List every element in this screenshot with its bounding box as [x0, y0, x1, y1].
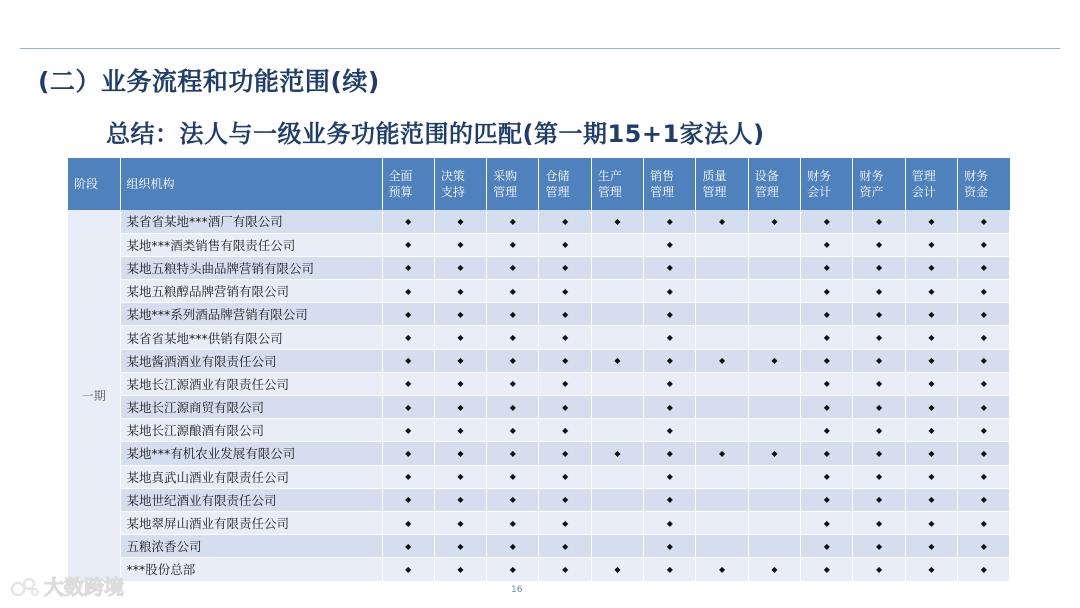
- scope-mark-icon: ◆: [801, 511, 853, 534]
- org-name-cell: 某地真武山酒业有限责任公司: [120, 465, 382, 488]
- header-function-2: [487, 158, 539, 210]
- scope-mark-icon: ◆: [748, 210, 800, 233]
- header-function-line2: 管理: [493, 185, 518, 199]
- scope-mark-icon: ◆: [434, 396, 486, 419]
- function-scope-matrix: [68, 158, 1010, 582]
- scope-mark-icon: ◆: [905, 210, 957, 233]
- scope-mark-icon: ◆: [644, 535, 696, 558]
- scope-mark-icon: ◆: [644, 326, 696, 349]
- scope-mark-icon: ◆: [644, 233, 696, 256]
- scope-mark-icon: ◆: [539, 256, 591, 279]
- scope-mark-icon: ◆: [801, 210, 853, 233]
- scope-mark-icon: ◆: [487, 465, 539, 488]
- org-name-cell: 某地酱酒酒业有限责任公司: [120, 349, 382, 372]
- slide-subtitle: 总结：法人与一级业务功能范围的匹配(第一期15+1家法人): [106, 120, 765, 148]
- empty-cell: [696, 303, 748, 326]
- header-function-line2: 资产: [859, 185, 884, 199]
- scope-mark-icon: ◆: [539, 488, 591, 511]
- scope-mark-icon: ◆: [853, 442, 905, 465]
- scope-mark-icon: ◆: [853, 558, 905, 581]
- scope-mark-icon: ◆: [382, 396, 434, 419]
- scope-mark-icon: ◆: [382, 558, 434, 581]
- scope-mark-icon: ◆: [801, 280, 853, 303]
- header-function-line2: 管理: [597, 185, 622, 199]
- empty-cell: [591, 372, 643, 395]
- scope-mark-icon: ◆: [696, 442, 748, 465]
- empty-cell: [591, 488, 643, 511]
- table-row: [68, 535, 1010, 558]
- scope-mark-icon: ◆: [958, 396, 1010, 419]
- svg-text:大数跨境: 大数跨境: [44, 577, 124, 599]
- scope-mark-icon: ◆: [748, 558, 800, 581]
- scope-mark-icon: ◆: [905, 280, 957, 303]
- scope-mark-icon: ◆: [644, 442, 696, 465]
- empty-cell: [696, 535, 748, 558]
- scope-mark-icon: ◆: [487, 303, 539, 326]
- scope-mark-icon: ◆: [958, 210, 1010, 233]
- scope-mark-icon: ◆: [487, 372, 539, 395]
- header-function-line1: 管理: [911, 169, 936, 183]
- scope-mark-icon: ◆: [434, 233, 486, 256]
- header-function-line2: 预算: [388, 185, 413, 199]
- scope-mark-icon: ◆: [958, 511, 1010, 534]
- header-function-6: [696, 158, 748, 210]
- org-name-cell: 某地长江源酒业有限责任公司: [120, 372, 382, 395]
- scope-mark-icon: ◆: [801, 372, 853, 395]
- scope-mark-icon: ◆: [487, 210, 539, 233]
- org-name-cell: 某地世纪酒业有限责任公司: [120, 488, 382, 511]
- header-function-10: [905, 158, 957, 210]
- slide-title: (二）业务流程和功能范围(续): [38, 67, 380, 96]
- table-row: [68, 372, 1010, 395]
- header-function-line1: 采购: [493, 169, 518, 183]
- scope-mark-icon: ◆: [696, 210, 748, 233]
- scope-mark-icon: ◆: [434, 280, 486, 303]
- watermark-logo-icon: [10, 575, 40, 599]
- scope-mark-icon: ◆: [801, 233, 853, 256]
- header-function-line2: 管理: [702, 185, 727, 199]
- scope-mark-icon: ◆: [644, 210, 696, 233]
- org-name-cell: 某地***系列酒品牌营销有限公司: [120, 303, 382, 326]
- scope-mark-icon: ◆: [382, 372, 434, 395]
- header-function-8: [801, 158, 853, 210]
- matrix-header-row: [68, 158, 1010, 210]
- scope-mark-icon: ◆: [905, 326, 957, 349]
- scope-mark-icon: ◆: [853, 280, 905, 303]
- scope-mark-icon: ◆: [434, 511, 486, 534]
- scope-mark-icon: ◆: [853, 349, 905, 372]
- scope-mark-icon: ◆: [905, 372, 957, 395]
- scope-mark-icon: ◆: [958, 326, 1010, 349]
- scope-mark-icon: ◆: [958, 535, 1010, 558]
- header-org: 组织机构: [120, 158, 382, 210]
- phase-cell: 一期: [68, 210, 120, 581]
- empty-cell: [591, 465, 643, 488]
- scope-mark-icon: ◆: [644, 419, 696, 442]
- scope-mark-icon: ◆: [539, 303, 591, 326]
- header-function-line2: 管理: [650, 185, 675, 199]
- scope-mark-icon: ◆: [853, 535, 905, 558]
- table-row: [68, 511, 1010, 534]
- scope-mark-icon: ◆: [905, 511, 957, 534]
- scope-mark-icon: ◆: [539, 535, 591, 558]
- header-function-line2: 资金: [964, 185, 989, 199]
- header-function-line1: 质量: [702, 169, 727, 183]
- scope-mark-icon: ◆: [487, 280, 539, 303]
- empty-cell: [591, 233, 643, 256]
- header-function-line1: 财务: [807, 169, 832, 183]
- scope-mark-icon: ◆: [644, 396, 696, 419]
- empty-cell: [748, 419, 800, 442]
- scope-mark-icon: ◆: [539, 349, 591, 372]
- watermark-text: [44, 574, 154, 600]
- scope-mark-icon: ◆: [434, 372, 486, 395]
- scope-mark-icon: ◆: [382, 326, 434, 349]
- header-function-line1: 决策: [440, 169, 465, 183]
- scope-mark-icon: ◆: [644, 558, 696, 581]
- table-row: [68, 280, 1010, 303]
- scope-mark-icon: ◆: [905, 488, 957, 511]
- scope-mark-icon: ◆: [539, 372, 591, 395]
- scope-mark-icon: ◆: [644, 372, 696, 395]
- matrix-body: [68, 210, 1010, 581]
- scope-mark-icon: ◆: [801, 535, 853, 558]
- scope-mark-icon: ◆: [748, 349, 800, 372]
- header-function-9: [853, 158, 905, 210]
- scope-mark-icon: ◆: [591, 442, 643, 465]
- empty-cell: [748, 256, 800, 279]
- scope-mark-icon: ◆: [487, 326, 539, 349]
- scope-mark-icon: ◆: [801, 558, 853, 581]
- table-row: [68, 419, 1010, 442]
- scope-mark-icon: ◆: [644, 511, 696, 534]
- scope-mark-icon: ◆: [696, 349, 748, 372]
- header-function-line2: 会计: [911, 185, 936, 199]
- scope-mark-icon: ◆: [905, 303, 957, 326]
- scope-mark-icon: ◆: [487, 349, 539, 372]
- page-number: 16: [511, 585, 523, 595]
- header-function-11: [958, 158, 1010, 210]
- scope-mark-icon: ◆: [905, 558, 957, 581]
- empty-cell: [748, 303, 800, 326]
- scope-mark-icon: ◆: [382, 535, 434, 558]
- scope-mark-icon: ◆: [434, 349, 486, 372]
- header-function-3: [539, 158, 591, 210]
- scope-mark-icon: ◆: [382, 256, 434, 279]
- scope-mark-icon: ◆: [487, 256, 539, 279]
- scope-mark-icon: ◆: [382, 303, 434, 326]
- header-function-line2: 管理: [545, 185, 570, 199]
- org-name-cell: 某地***有机农业发展有限公司: [120, 442, 382, 465]
- scope-mark-icon: ◆: [487, 233, 539, 256]
- scope-mark-icon: ◆: [434, 419, 486, 442]
- scope-mark-icon: ◆: [801, 442, 853, 465]
- header-function-line2: 会计: [807, 185, 832, 199]
- scope-mark-icon: ◆: [853, 326, 905, 349]
- empty-cell: [696, 465, 748, 488]
- table-row: [68, 349, 1010, 372]
- org-name-cell: 五粮浓香公司: [120, 535, 382, 558]
- scope-mark-icon: ◆: [801, 419, 853, 442]
- scope-mark-icon: ◆: [905, 349, 957, 372]
- scope-mark-icon: ◆: [801, 465, 853, 488]
- scope-mark-icon: ◆: [591, 349, 643, 372]
- scope-mark-icon: ◆: [905, 233, 957, 256]
- table-row: [68, 465, 1010, 488]
- org-name-cell: 某地长江源商贸有限公司: [120, 396, 382, 419]
- empty-cell: [748, 372, 800, 395]
- scope-mark-icon: ◆: [958, 465, 1010, 488]
- scope-mark-icon: ◆: [434, 442, 486, 465]
- scope-mark-icon: ◆: [539, 233, 591, 256]
- scope-mark-icon: ◆: [958, 349, 1010, 372]
- scope-mark-icon: ◆: [434, 488, 486, 511]
- scope-mark-icon: ◆: [487, 396, 539, 419]
- scope-mark-icon: ◆: [905, 419, 957, 442]
- org-name-cell: 某地五粮醇品牌营销有限公司: [120, 280, 382, 303]
- header-function-line1: 生产: [597, 169, 622, 183]
- empty-cell: [696, 396, 748, 419]
- header-phase: 阶段: [68, 158, 120, 210]
- org-name-cell: 某地长江源酿酒有限公司: [120, 419, 382, 442]
- table-row: [68, 233, 1010, 256]
- table-row: [68, 326, 1010, 349]
- header-function-line1: 财务: [859, 169, 884, 183]
- header-function-line1: 销售: [650, 169, 675, 183]
- scope-mark-icon: ◆: [644, 303, 696, 326]
- empty-cell: [591, 256, 643, 279]
- empty-cell: [696, 419, 748, 442]
- scope-mark-icon: ◆: [958, 419, 1010, 442]
- table-row: [68, 558, 1010, 581]
- scope-mark-icon: ◆: [853, 488, 905, 511]
- scope-mark-icon: ◆: [539, 280, 591, 303]
- scope-mark-icon: ◆: [539, 465, 591, 488]
- scope-mark-icon: ◆: [591, 558, 643, 581]
- scope-mark-icon: ◆: [853, 396, 905, 419]
- scope-mark-icon: ◆: [382, 233, 434, 256]
- empty-cell: [748, 511, 800, 534]
- empty-cell: [748, 396, 800, 419]
- table-row: [68, 210, 1010, 233]
- scope-mark-icon: ◆: [382, 349, 434, 372]
- org-name-cell: 某地翠屏山酒业有限责任公司: [120, 511, 382, 534]
- header-function-4: [591, 158, 643, 210]
- scope-mark-icon: ◆: [382, 419, 434, 442]
- scope-mark-icon: ◆: [591, 210, 643, 233]
- scope-mark-icon: ◆: [853, 210, 905, 233]
- scope-mark-icon: ◆: [382, 210, 434, 233]
- org-name-cell: 某地五粮特头曲品牌营销有限公司: [120, 256, 382, 279]
- scope-mark-icon: ◆: [487, 511, 539, 534]
- empty-cell: [748, 233, 800, 256]
- scope-mark-icon: ◆: [958, 233, 1010, 256]
- scope-mark-icon: ◆: [487, 488, 539, 511]
- empty-cell: [748, 326, 800, 349]
- empty-cell: [748, 280, 800, 303]
- scope-mark-icon: ◆: [644, 465, 696, 488]
- scope-mark-icon: ◆: [434, 210, 486, 233]
- scope-mark-icon: ◆: [434, 535, 486, 558]
- scope-mark-icon: ◆: [434, 558, 486, 581]
- empty-cell: [696, 280, 748, 303]
- org-name-cell: 某省省某地***供销有限公司: [120, 326, 382, 349]
- header-function-5: [644, 158, 696, 210]
- table-row: [68, 303, 1010, 326]
- empty-cell: [591, 396, 643, 419]
- scope-mark-icon: ◆: [539, 442, 591, 465]
- scope-mark-icon: ◆: [958, 280, 1010, 303]
- scope-mark-icon: ◆: [539, 511, 591, 534]
- watermark: [10, 574, 154, 600]
- empty-cell: [696, 256, 748, 279]
- header-function-7: [748, 158, 800, 210]
- scope-mark-icon: ◆: [853, 303, 905, 326]
- scope-mark-icon: ◆: [382, 511, 434, 534]
- top-divider: [20, 48, 1060, 49]
- header-function-line1: 设备: [754, 169, 779, 183]
- scope-mark-icon: ◆: [382, 442, 434, 465]
- empty-cell: [591, 419, 643, 442]
- scope-mark-icon: ◆: [487, 442, 539, 465]
- empty-cell: [748, 488, 800, 511]
- scope-mark-icon: ◆: [696, 558, 748, 581]
- empty-cell: [591, 511, 643, 534]
- scope-mark-icon: ◆: [434, 303, 486, 326]
- scope-mark-icon: ◆: [958, 256, 1010, 279]
- scope-mark-icon: ◆: [487, 558, 539, 581]
- scope-mark-icon: ◆: [905, 396, 957, 419]
- empty-cell: [696, 233, 748, 256]
- scope-mark-icon: ◆: [434, 465, 486, 488]
- empty-cell: [748, 465, 800, 488]
- org-name-cell: 某省省某地***酒厂有限公司: [120, 210, 382, 233]
- empty-cell: [591, 326, 643, 349]
- scope-mark-icon: ◆: [853, 372, 905, 395]
- scope-mark-icon: ◆: [539, 326, 591, 349]
- header-function-line2: 支持: [440, 185, 465, 199]
- scope-mark-icon: ◆: [905, 442, 957, 465]
- header-function-line2: 管理: [754, 185, 779, 199]
- empty-cell: [696, 372, 748, 395]
- scope-mark-icon: ◆: [853, 511, 905, 534]
- scope-mark-icon: ◆: [801, 326, 853, 349]
- table-row: [68, 256, 1010, 279]
- scope-mark-icon: ◆: [539, 210, 591, 233]
- scope-mark-icon: ◆: [958, 558, 1010, 581]
- scope-mark-icon: ◆: [853, 233, 905, 256]
- scope-mark-icon: ◆: [748, 442, 800, 465]
- scope-mark-icon: ◆: [539, 419, 591, 442]
- scope-mark-icon: ◆: [644, 349, 696, 372]
- scope-mark-icon: ◆: [801, 256, 853, 279]
- scope-mark-icon: ◆: [958, 442, 1010, 465]
- scope-mark-icon: ◆: [644, 280, 696, 303]
- header-function-0: [382, 158, 434, 210]
- scope-mark-icon: ◆: [434, 326, 486, 349]
- scope-mark-icon: ◆: [801, 396, 853, 419]
- empty-cell: [591, 280, 643, 303]
- scope-mark-icon: ◆: [801, 303, 853, 326]
- table-row: [68, 442, 1010, 465]
- scope-mark-icon: ◆: [958, 372, 1010, 395]
- scope-mark-icon: ◆: [644, 488, 696, 511]
- scope-mark-icon: ◆: [382, 488, 434, 511]
- empty-cell: [696, 488, 748, 511]
- scope-mark-icon: ◆: [905, 535, 957, 558]
- scope-mark-icon: ◆: [905, 465, 957, 488]
- scope-mark-icon: ◆: [539, 558, 591, 581]
- scope-mark-icon: ◆: [853, 256, 905, 279]
- scope-mark-icon: ◆: [487, 535, 539, 558]
- scope-mark-icon: ◆: [905, 256, 957, 279]
- org-name-cell: ***股份总部: [120, 558, 382, 581]
- header-function-line1: 仓储: [545, 169, 570, 183]
- scope-mark-icon: ◆: [958, 488, 1010, 511]
- scope-mark-icon: ◆: [853, 465, 905, 488]
- org-name-cell: 某地***酒类销售有限责任公司: [120, 233, 382, 256]
- empty-cell: [591, 303, 643, 326]
- scope-mark-icon: ◆: [539, 396, 591, 419]
- empty-cell: [696, 511, 748, 534]
- scope-mark-icon: ◆: [644, 256, 696, 279]
- table-row: [68, 396, 1010, 419]
- scope-mark-icon: ◆: [487, 419, 539, 442]
- scope-mark-icon: ◆: [801, 488, 853, 511]
- header-function-line1: 财务: [964, 169, 989, 183]
- scope-mark-icon: ◆: [958, 303, 1010, 326]
- scope-mark-icon: ◆: [382, 280, 434, 303]
- scope-mark-icon: ◆: [382, 465, 434, 488]
- scope-mark-icon: ◆: [853, 419, 905, 442]
- empty-cell: [748, 535, 800, 558]
- header-function-line1: 全面: [388, 169, 413, 183]
- table-row: [68, 488, 1010, 511]
- empty-cell: [696, 326, 748, 349]
- header-function-1: [434, 158, 486, 210]
- scope-mark-icon: ◆: [801, 349, 853, 372]
- empty-cell: [591, 535, 643, 558]
- scope-mark-icon: ◆: [434, 256, 486, 279]
